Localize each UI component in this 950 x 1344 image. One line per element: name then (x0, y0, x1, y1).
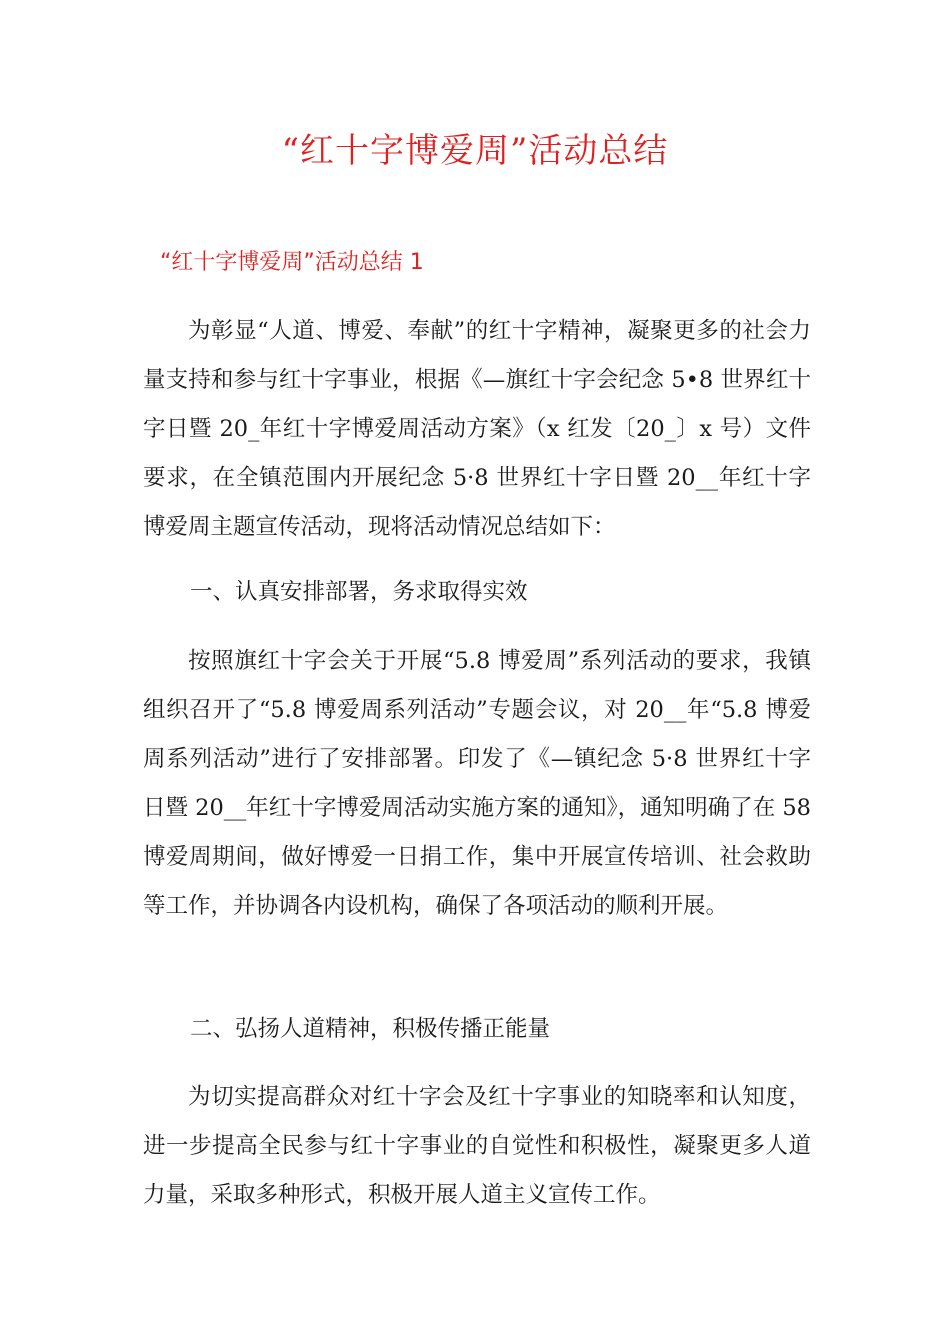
paragraph-promotion: 为切实提高群众对红十字会及红十字事业的知晓率和认知度，进一步提高全民参与红十字事业的自觉性和积极性，凝聚更多人道力量，采取多种形式，积极开展人道主义宣传工作。 (143, 1084, 811, 1208)
subheading-1: 一、认真安排部署，务求取得实效 (190, 579, 528, 605)
subheading-2: 二、弘扬人道精神，积极传播正能量 (190, 1016, 551, 1042)
paragraph-deployment: 按照旗红十字会关于开展“5.8 博爱周”系列活动的要求，我镇组织召开了“5.8 博爱周系列活动”专题会议，对 20__年“5.8 博爱周系列活动”进行了安排部署。印发了《—镇纪念 5·8 世界红十字日暨 20__年红十字博爱周活动实施方案的通知》，通知明确了在 58 博爱周期间，做好博爱一日捐工作，集中开展宣传培训、社会救助等工作，并协调各内设机构，确保了各项活动的顺利开展。 (143, 648, 811, 919)
paragraph-intro: 为彰显“人道、博爱、奉献”的红十字精神，凝聚更多的社会力量支持和参与红十字事业，根据《—旗红十字会纪念 5•8 世界红十字日暨 20_年红十字博爱周活动方案》（x 红发〔20_〕x 号）文件要求，在全镇范围内开展纪念 5·8 世界红十字日暨 20__年红十字博爱周主题宣传活动，现将活动情况总结如下： (143, 318, 811, 540)
document-title: “红十字博爱周”活动总结 (281, 131, 669, 171)
section-heading: “红十字博爱周”活动总结 1 (160, 250, 424, 275)
